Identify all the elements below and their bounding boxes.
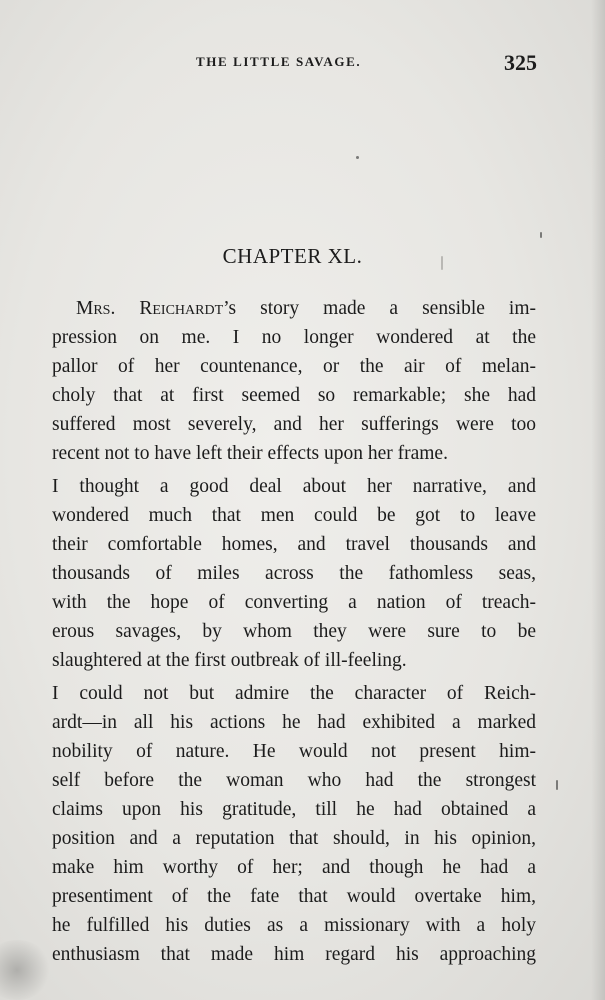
running-head bbox=[0, 50, 605, 76]
text-line: make him worthy of her; and though he had a bbox=[52, 857, 536, 878]
text-line: slaughtered at the first outbreak of ill-feeling. bbox=[52, 650, 407, 671]
text-line: pression on me. I no longer wondered at the bbox=[52, 327, 536, 348]
text-line: I thought a good deal about her narrative, and bbox=[52, 476, 536, 497]
running-title: THE LITTLE SAVAGE. bbox=[196, 54, 362, 69]
text-line: pallor of her countenance, or the air of melan- bbox=[52, 356, 536, 377]
paper-speck bbox=[540, 232, 542, 238]
text-line: nobility of nature. He would not present him- bbox=[52, 741, 536, 762]
text-line: their comfortable homes, and travel thousands and bbox=[52, 534, 536, 555]
page-edge-shadow bbox=[591, 0, 605, 1000]
paper-speck bbox=[441, 256, 443, 270]
text-line: presentiment of the fate that would overtake him, bbox=[52, 886, 536, 907]
paper-stain bbox=[0, 940, 52, 1000]
text-line: claims upon his gratitude, till he had obtained a bbox=[52, 799, 536, 820]
text-line: suffered most severely, and her sufferings were too bbox=[52, 414, 536, 435]
paper-speck bbox=[556, 780, 558, 790]
paragraph-3 bbox=[52, 679, 536, 969]
page-number: 325 bbox=[504, 50, 537, 75]
text-line: with the hope of converting a nation of treach- bbox=[52, 592, 536, 613]
text-line: wondered much that men could be got to leave bbox=[52, 505, 536, 526]
opening-name: Mrs. Reichardt bbox=[76, 298, 224, 319]
paragraph-1 bbox=[52, 294, 536, 468]
text-line: he fulfilled his duties as a missionary with a holy bbox=[52, 915, 536, 936]
text-line: enthusiasm that made him regard his approaching bbox=[52, 944, 536, 965]
paper-speck bbox=[356, 156, 359, 159]
text-line: self before the woman who had the strongest bbox=[52, 770, 536, 791]
text-line: position and a reputation that should, in his opinion, bbox=[52, 828, 536, 849]
text-line: thousands of miles across the fathomless seas, bbox=[52, 563, 536, 584]
text-line: I could not but admire the character of Reich- bbox=[52, 683, 536, 704]
text-line: choly that at first seemed so remarkable; she had bbox=[52, 385, 536, 406]
text-line: ardt—in all his actions he had exhibited a marked bbox=[52, 712, 536, 733]
body-text bbox=[52, 294, 536, 969]
text-line: Mrs. Reichardt’s story made a sensible im- bbox=[76, 298, 536, 319]
paragraph-2 bbox=[52, 472, 536, 675]
text-line: recent not to have left their effects upon her frame. bbox=[52, 443, 448, 464]
text-line: erous savages, by whom they were sure to be bbox=[52, 621, 536, 642]
chapter-heading: CHAPTER XL. bbox=[222, 244, 363, 268]
